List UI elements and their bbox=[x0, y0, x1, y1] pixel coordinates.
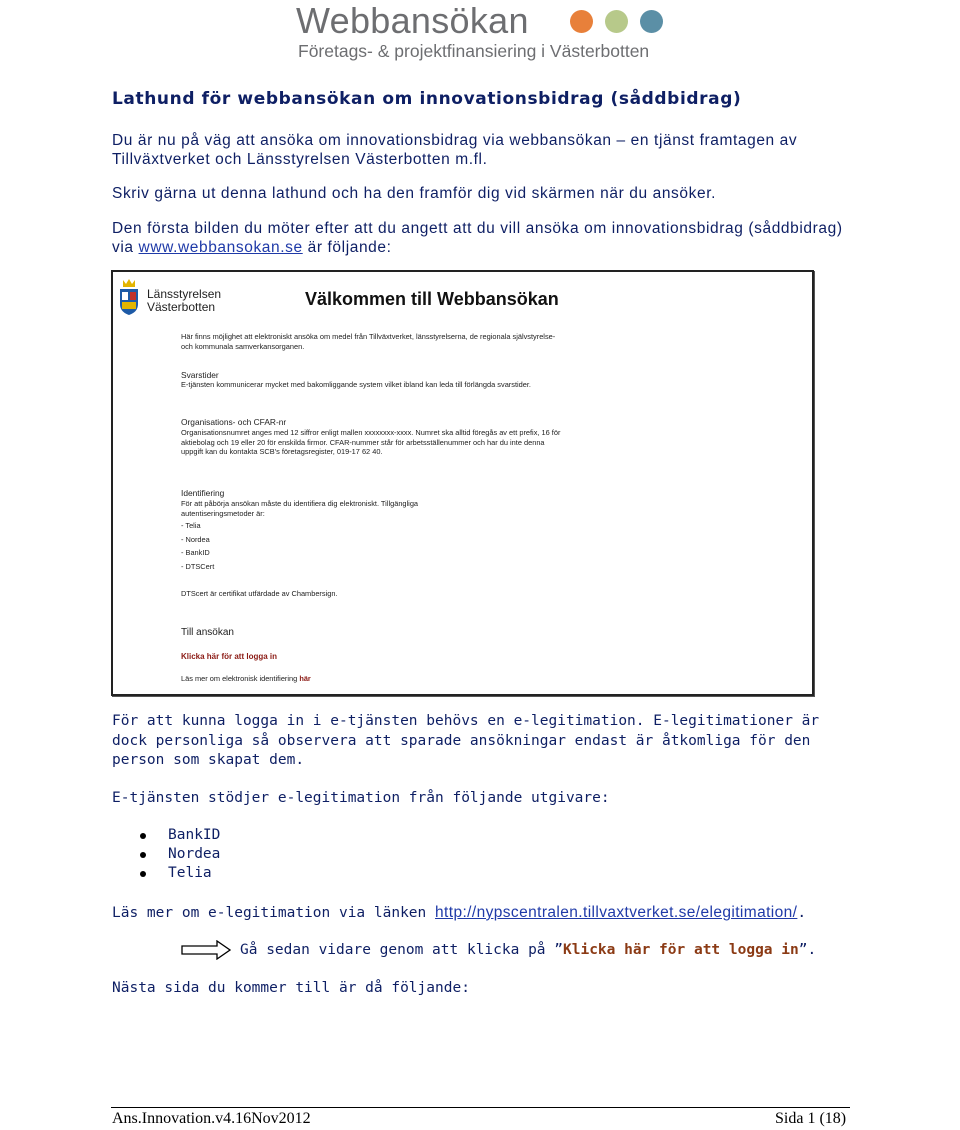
issuers-list bbox=[140, 827, 340, 884]
login-highlight: Klicka här för att logga in bbox=[563, 942, 799, 958]
auth-method: - BankID bbox=[181, 548, 210, 557]
first-image-text: Den första bilden du möter efter att du angett att du vill ansöka om innovationsbidrag (såddbidrag) via bbox=[112, 220, 843, 256]
webbansokan-link[interactable]: www.webbansokan.se bbox=[138, 239, 303, 256]
arrow-text: Gå sedan vidare genom att klicka på ” bbox=[240, 942, 564, 958]
org-number-text: Organisationsnumret anges med 12 siffror enligt mallen xxxxxxxx-xxxx. Numret ska alltid föregås av ett prefix, 16 för aktiebolag och 19 eller 20 för enskilda firmor. CFAR-nummer står för arbetsställenummer och har du inte denna uppgift kan du kontakta SCB's företagsregister, 019-17 62 40. bbox=[181, 428, 561, 457]
welcome-intro: Här finns möjlighet att elektroniskt ansöka om medel från Tillväxtverket, länsstyrelserna, de regionala självstyrelse- och kommunala samverkansorganen. bbox=[181, 332, 556, 351]
read-more-end: . bbox=[797, 905, 807, 921]
issuers-intro: E-tjänsten stödjer e-legitimation från följande utgivare: bbox=[112, 790, 610, 806]
bullet-icon bbox=[140, 833, 146, 839]
read-more-text: Läs mer om e-legitimation via länken bbox=[112, 905, 427, 921]
footer-page-number: Sida 1 (18) bbox=[775, 1110, 847, 1127]
auth-method: - Nordea bbox=[181, 534, 210, 544]
logo-dot-orange bbox=[570, 10, 593, 33]
document-title: Lathund för webbansökan om innovationsbidrag (såddbidrag) bbox=[112, 89, 742, 109]
org-number-heading: Organisations- och CFAR-nr bbox=[181, 417, 287, 427]
list-item bbox=[140, 827, 340, 846]
issuer-name: BankID bbox=[168, 827, 221, 843]
welcome-screenshot bbox=[111, 270, 814, 696]
intro-paragraph: Du är nu på väg att ansöka om innovationsbidrag via webbansökan – en tjänst framtagen av Tillväxtverket och Länsstyrelsen Västerbotten m.fl. bbox=[112, 132, 798, 168]
elegitimation-link[interactable]: http://nypscentralen.tillvaxtverket.se/elegitimation/ bbox=[435, 904, 798, 921]
issuer-name: Telia bbox=[168, 865, 212, 881]
login-link[interactable]: Klicka här för att logga in bbox=[181, 652, 278, 661]
identification-heading: Identifiering bbox=[181, 488, 225, 498]
svarstider-heading: Svarstider bbox=[181, 370, 219, 380]
auth-method: - DTSCert bbox=[181, 561, 215, 571]
arrow-text-end: ”. bbox=[798, 942, 817, 958]
arrow-instruction bbox=[240, 941, 840, 960]
bullet-icon bbox=[140, 871, 146, 877]
first-image-text-end: är följande: bbox=[307, 239, 392, 256]
arrow-right-icon bbox=[181, 940, 231, 960]
org-line-2: Västerbotten bbox=[147, 300, 216, 314]
apply-heading: Till ansökan bbox=[181, 627, 234, 638]
coat-of-arms-icon bbox=[117, 278, 141, 316]
first-image-paragraph bbox=[112, 219, 852, 257]
auth-method: - Telia bbox=[181, 521, 201, 530]
issuer-name: Nordea bbox=[168, 846, 221, 862]
dtscert-note: DTScert är certifikat utfärdade av Chambersign. bbox=[181, 589, 338, 598]
org-name bbox=[147, 288, 221, 314]
more-info-line bbox=[181, 674, 581, 684]
identification-text: För att påbörja ansökan måste du identifiera dig elektroniskt. Tillgängliga autentiseringsmetoder är: bbox=[181, 499, 419, 518]
logo-dot-blue bbox=[640, 10, 663, 33]
logo-dot-green bbox=[605, 10, 628, 33]
next-page-text: Nästa sida du kommer till är då följande: bbox=[112, 980, 470, 996]
more-info-link[interactable]: här bbox=[299, 674, 311, 683]
footer-version: Ans.Innovation.v4.16Nov2012 bbox=[112, 1110, 311, 1127]
svarstider-text: E-tjänsten kommunicerar mycket med bakomliggande system vilket ibland kan leda till förlängda svarstider. bbox=[181, 380, 531, 389]
list-item bbox=[140, 846, 340, 865]
logo-subtitle: Företags- & projektfinansiering i Västerbotten bbox=[298, 41, 650, 61]
elegitimation-paragraph: För att kunna logga in i e-tjänsten behövs en e-legitimation. E-legitimationer är dock personliga så observera att sparade ansökningar endast är åtkomliga för den person som skapat dem. bbox=[112, 713, 820, 768]
list-item bbox=[140, 865, 340, 884]
footer-divider bbox=[111, 1107, 850, 1108]
read-more-paragraph bbox=[112, 903, 852, 923]
welcome-title: Välkommen till Webbansökan bbox=[305, 289, 559, 309]
print-tip-paragraph: Skriv gärna ut denna lathund och ha den framför dig vid skärmen när du ansöker. bbox=[112, 185, 717, 202]
auth-methods-list bbox=[181, 521, 581, 575]
more-info-text: Läs mer om elektronisk identifiering bbox=[181, 674, 298, 683]
bullet-icon bbox=[140, 852, 146, 858]
org-line-1: Länsstyrelsen bbox=[147, 287, 222, 301]
logo-title: Webbansökan bbox=[296, 0, 529, 41]
